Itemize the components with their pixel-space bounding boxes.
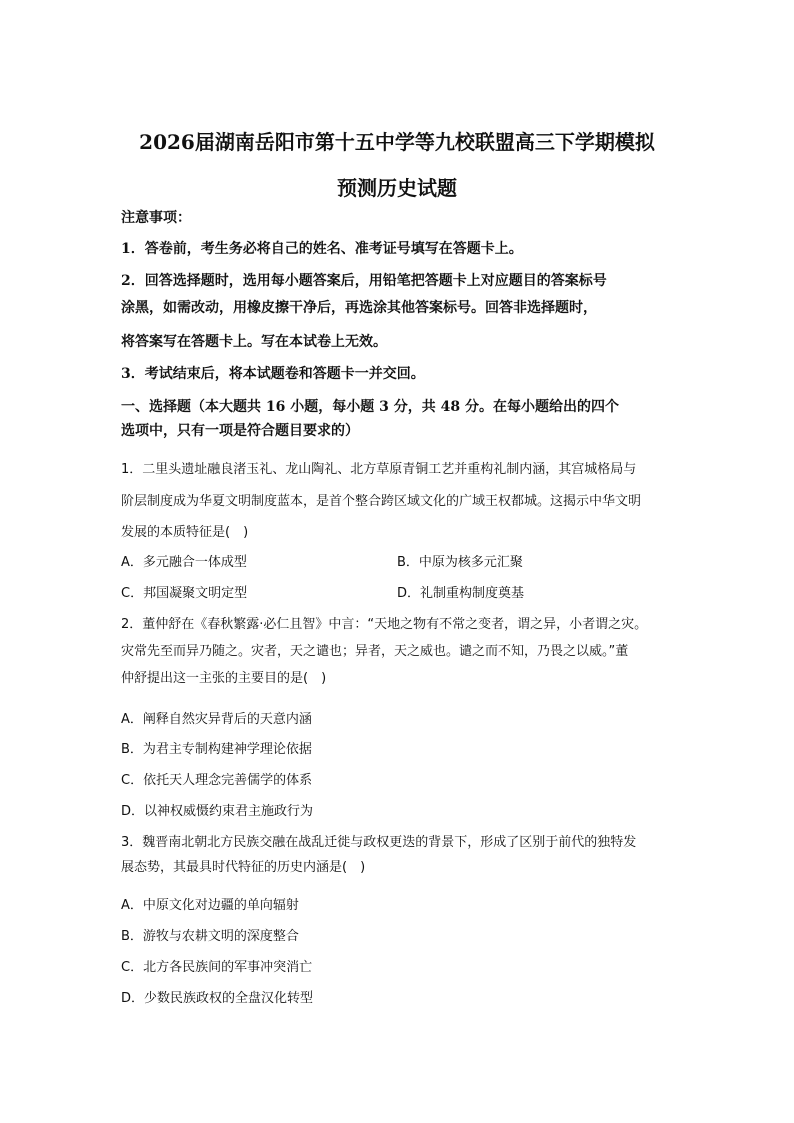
notice-line: 涂黑，如需改动，用橡皮擦干净后，再选涂其他答案标号。回答非选择题时， (121, 300, 597, 316)
question-1-stem: 1．二里头遗址融良渚玉礼、龙山陶礼、北方草原青铜工艺并重构礼制内涵，其宫城格局与 (121, 462, 637, 477)
notice-heading: 注意事项： (121, 210, 191, 226)
exam-title-line2: 预测历史试题 (337, 176, 457, 200)
section-heading-line2: 选项中，只有一项是符合题目要求的） (121, 423, 359, 439)
notice-line: 将答案写在答题卡上。写在本试卷上无效。 (121, 334, 387, 350)
question-2-option-b: B．为君主专制构建神学理论依据 (121, 742, 312, 757)
section-heading-line1: 一、选择题（本大题共 16 小题，每小题 3 分，共 48 分。在每小题给出的四个 (121, 399, 619, 415)
exam-title-line1: 2026届湖南岳阳市第十五中学等九校联盟高三下学期模拟 (139, 130, 655, 154)
question-1-stem: 阶层制度成为华夏文明制度蓝本，是首个整合跨区域文化的广域王权都城。这揭示中华文明 (121, 494, 642, 509)
question-1-option-a: A．多元融合一体成型 (121, 555, 247, 570)
question-3-option-a: A．中原文化对边疆的单向辐射 (121, 898, 299, 913)
question-3-option-c: C．北方各民族间的军事冲突消亡 (121, 960, 313, 975)
notice-line: 2．回答选择题时，选用每小题答案后，用铅笔把答题卡上对应题目的答案标号 (121, 273, 607, 289)
question-1-option-c: C．邦国凝聚文明定型 (121, 586, 248, 601)
question-3-option-b: B．游牧与农耕文明的深度整合 (121, 929, 299, 944)
question-3-option-d: D．少数民族政权的全盘汉化转型 (121, 991, 314, 1006)
notice-line: 1．答卷前，考生务必将自己的姓名、准考证号填写在答题卡上。 (121, 241, 523, 257)
question-2-stem: 灾常先至而异乃随之。灾者，天之谴也；异者，天之威也。谴之而不知，乃畏之以威。”董 (121, 644, 629, 659)
question-1-option-b: B．中原为核多元汇聚 (397, 555, 523, 570)
question-3-stem: 展态势，其最具时代特征的历史内涵是( ) (121, 860, 366, 875)
question-2-option-d: D．以神权威慑约束君主施政行为 (121, 804, 314, 819)
question-2-option-c: C．依托天人理念完善儒学的体系 (121, 773, 313, 788)
question-2-option-a: A．阐释自然灾异背后的天意内涵 (121, 712, 312, 727)
question-3-stem: 3．魏晋南北朝北方民族交融在战乱迁徙与政权更迭的背景下，形成了区别于前代的独特发 (121, 835, 637, 850)
question-1-option-d: D．礼制重构制度奠基 (397, 586, 525, 601)
question-2-stem: 2．董仲舒在《春秋繁露·必仁且智》中言：“天地之物有不常之变者，谓之异，小者谓之灾。 (121, 617, 648, 632)
notice-line: 3．考试结束后，将本试题卷和答题卡一并交回。 (121, 366, 425, 382)
question-2-stem: 仲舒提出这一主张的主要目的是( ) (121, 671, 327, 686)
question-1-stem: 发展的本质特征是( ) (121, 525, 249, 540)
